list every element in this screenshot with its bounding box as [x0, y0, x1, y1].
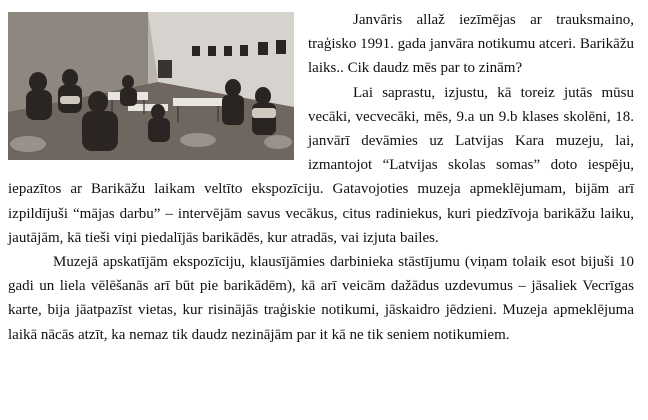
paragraph-visit: Lai saprastu, izjustu, kā toreiz jutās mūsu vecāki, vecvecāki, mēs, 9.a un 9.b klases skolēni, 18. janvārī devāmies uz Latvijas Kara muzeju, lai, izmantojot “Latvijas skolas somas” doto iespēju, iepazītos ar Barikāžu laikam veltīto ekspozīciju. Gatavojoties muzeja apmeklējumam, bijām arī izpildījuši “mājas darbu” – intervējām savus vecākus, citus radiniekus, kuri piedzīvoja barikāžu laiku, jautājām, kā tieši viņi piedalījās barikādēs, kur atradās, vai izjuta bailes.	[8, 84, 634, 246]
museum-visit-photo	[8, 12, 294, 160]
paragraph-intro: Janvāris allaž iezīmējas ar trauksmaino, traģisko 1991. gada janvāra notikumu atceri. Barikāžu laiks.. Cik daudz mēs par to zinām?	[308, 12, 634, 77]
paragraph-museum: Muzejā apskatījām ekspozīciju, klausījāmies darbinieka stāstījumu (viņam tolaik esot bijuši 10 gadi un liela vēlēšanās arī būt pie barikādēm), kā arī veicām dažādus uzdevumus – jāsaliek Vecrīgas karte, bija jāatpazīst vietas, kur risinājās traģiskie notikumi, jāskaidro jēdzieni. Muzeja apmeklējuma laikā nācās atzīt, ka nemaz tik daudz nezinājām par it kā ne tik seniem notikumiem.	[8, 254, 634, 343]
article	[8, 8, 634, 347]
